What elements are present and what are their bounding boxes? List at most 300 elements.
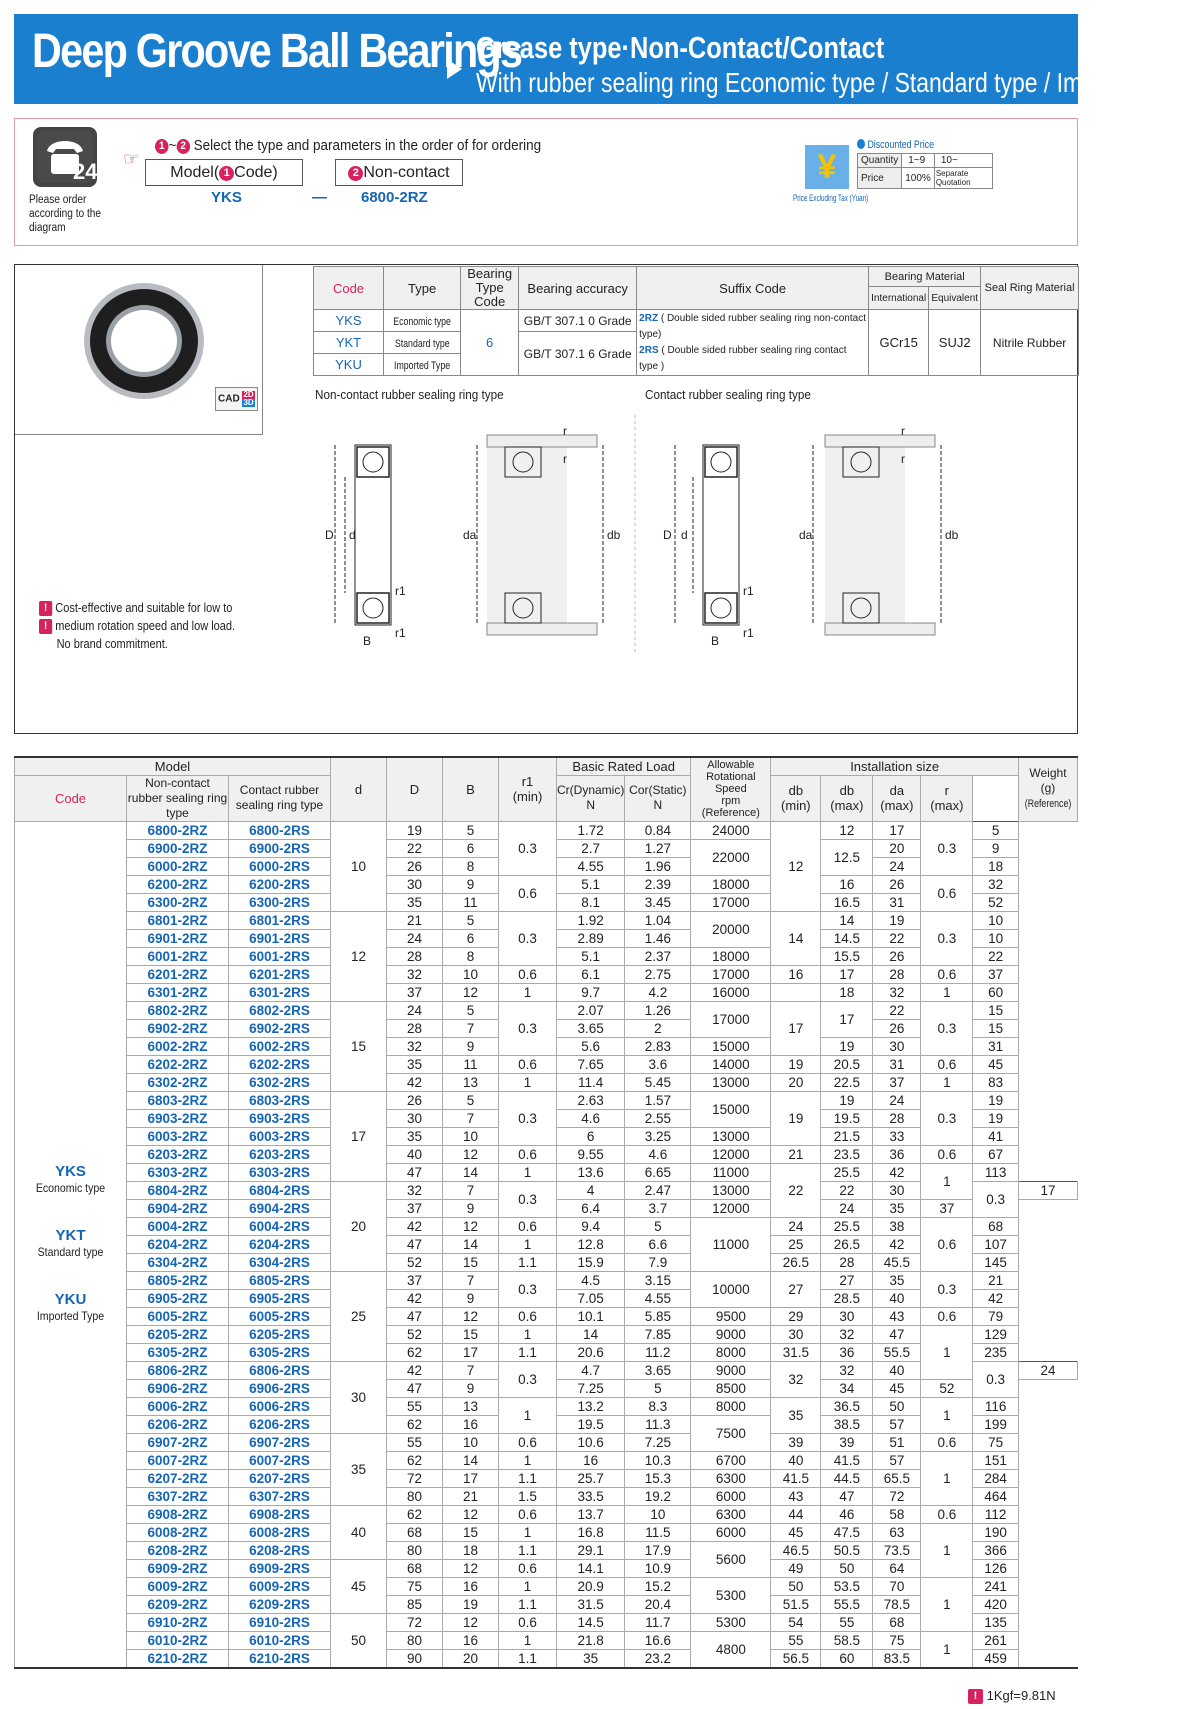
cr-dynamic: 2.7: [557, 839, 625, 857]
cr-dynamic: 20.6: [557, 1343, 625, 1361]
outer-D: 22: [387, 839, 443, 857]
cor-static: 6.6: [625, 1235, 691, 1253]
db-min: 56.5: [771, 1649, 821, 1668]
model-contact: 6304-2RS: [229, 1253, 331, 1271]
r1-min: 1.1: [499, 1541, 557, 1559]
model-noncontact: 6202-2RZ: [127, 1055, 229, 1073]
da-max: 47: [873, 1325, 921, 1343]
weight-g: 52: [921, 1379, 973, 1397]
outer-D: 85: [387, 1595, 443, 1613]
r-max: 0.6: [921, 965, 973, 983]
r1-min: 0.3: [499, 1001, 557, 1055]
db-min: 20: [771, 1073, 821, 1091]
db-max: 47: [821, 1487, 873, 1505]
table-row: [15, 1649, 1078, 1668]
r-max: 0.6: [921, 875, 973, 911]
cr-dynamic: 1.72: [557, 821, 625, 839]
db-min: 31.5: [771, 1343, 821, 1361]
cor-static: 3.65: [625, 1361, 691, 1379]
model-contact: 6908-2RS: [229, 1505, 331, 1523]
cor-static: 10.9: [625, 1559, 691, 1577]
model-noncontact: 6905-2RZ: [127, 1289, 229, 1307]
cr-dynamic: 29.1: [557, 1541, 625, 1559]
outer-D: 47: [387, 1379, 443, 1397]
outer-D: 62: [387, 1451, 443, 1469]
model-noncontact: 6208-2RZ: [127, 1541, 229, 1559]
da-max: 31: [873, 893, 921, 911]
label-D: D: [325, 528, 334, 542]
r1-min: 0.3: [499, 821, 557, 875]
db-max: 15.5: [821, 947, 873, 965]
db-min: 27: [771, 1271, 821, 1307]
cr-dynamic: 12.8: [557, 1235, 625, 1253]
outer-D: 28: [387, 947, 443, 965]
table-row: [15, 1631, 1078, 1649]
db-max: 16.5: [821, 893, 873, 911]
width-B: 7: [443, 1271, 499, 1289]
model-noncontact: 6902-2RZ: [127, 1019, 229, 1037]
r1-min: 1: [499, 1073, 557, 1091]
bore-d: 17: [331, 1091, 387, 1181]
outer-D: 80: [387, 1631, 443, 1649]
model-noncontact: 6006-2RZ: [127, 1397, 229, 1415]
table-row: [15, 1325, 1078, 1343]
table-row: [15, 1091, 1078, 1109]
model-noncontact: 6904-2RZ: [127, 1199, 229, 1217]
da-max: 63: [873, 1523, 921, 1541]
r1-min: 1.1: [499, 1469, 557, 1487]
table-row: [15, 1073, 1078, 1091]
model-contact: 6907-2RS: [229, 1433, 331, 1451]
db-max: 50: [821, 1559, 873, 1577]
noncontact-box: 2 Non-contact: [335, 159, 463, 186]
cor-static: 11.5: [625, 1523, 691, 1541]
r1-min: 0.6: [499, 1217, 557, 1235]
db-max: 46: [821, 1505, 873, 1523]
table-row: [15, 1001, 1078, 1019]
width-B: 9: [443, 1289, 499, 1307]
model-noncontact: 6802-2RZ: [127, 1001, 229, 1019]
weight-g: 126: [973, 1559, 1019, 1577]
speed-rpm: 11000: [691, 1163, 771, 1181]
cr-dynamic: 2.63: [557, 1091, 625, 1109]
svg-text:r: r: [901, 452, 905, 466]
width-B: 12: [443, 1145, 499, 1163]
width-B: 12: [443, 1559, 499, 1577]
da-max: 30: [873, 1037, 921, 1055]
label-da: da: [463, 528, 477, 542]
da-max: 73.5: [873, 1541, 921, 1559]
noncontact-section-diagram: [325, 445, 406, 648]
db-max: 36: [821, 1343, 873, 1361]
model-contact: 6804-2RS: [229, 1181, 331, 1199]
table-row: [15, 1433, 1078, 1451]
db-max: 28.5: [821, 1289, 873, 1307]
outer-D: 30: [387, 1109, 443, 1127]
weight-g: 10: [973, 911, 1019, 929]
width-B: 9: [443, 1037, 499, 1055]
width-B: 20: [443, 1649, 499, 1668]
model-noncontact: 6203-2RZ: [127, 1145, 229, 1163]
model-noncontact: 6301-2RZ: [127, 983, 229, 1001]
db-max: 20.5: [821, 1055, 873, 1073]
table-row: [15, 1235, 1078, 1253]
speed-rpm: 5300: [691, 1577, 771, 1613]
cad-badge[interactable]: CAD 2D 3D: [215, 387, 258, 411]
weight-g: 261: [973, 1631, 1019, 1649]
width-B: 14: [443, 1163, 499, 1181]
model-noncontact: 6204-2RZ: [127, 1235, 229, 1253]
cor-static: 7.85: [625, 1325, 691, 1343]
speed-rpm: 18000: [691, 947, 771, 965]
cr-dynamic: 2.07: [557, 1001, 625, 1019]
width-B: 10: [443, 965, 499, 983]
r1-min: 0.3: [499, 1181, 557, 1217]
svg-text:r: r: [563, 452, 567, 466]
step-2-icon: 2: [176, 139, 190, 154]
cor-static: 1.04: [625, 911, 691, 929]
db-min: 12: [771, 821, 821, 911]
bearing-photo: [79, 279, 209, 403]
speed-rpm: 14000: [691, 1055, 771, 1073]
db-max: 24: [821, 1199, 873, 1217]
cr-dynamic: 31.5: [557, 1595, 625, 1613]
notes: ! Cost-effective and suitable for low to ! medium rotation speed and low load. No brand commitment.: [39, 599, 235, 653]
db-max: 44.5: [821, 1469, 873, 1487]
outer-D: 32: [387, 1037, 443, 1055]
svg-text:B: B: [711, 634, 720, 648]
speed-rpm: 11000: [691, 1217, 771, 1271]
db-max: 30: [821, 1307, 873, 1325]
cr-dynamic: 15.9: [557, 1253, 625, 1271]
outer-D: 62: [387, 1343, 443, 1361]
width-B: 13: [443, 1073, 499, 1091]
diagram-right-title: Contact rubber sealing ring type: [645, 387, 811, 402]
model-contact: 6202-2RS: [229, 1055, 331, 1073]
db-min: 30: [771, 1325, 821, 1343]
r-max: 1: [921, 1397, 973, 1433]
weight-g: 145: [973, 1253, 1019, 1271]
weight-g: 83: [973, 1073, 1019, 1091]
speed-rpm: 6300: [691, 1505, 771, 1523]
outer-D: 35: [387, 1127, 443, 1145]
weight-g: 52: [973, 893, 1019, 911]
db-max: 21.5: [821, 1127, 873, 1145]
width-B: 10: [443, 1433, 499, 1451]
db-max: 26.5: [821, 1235, 873, 1253]
spec-table: Code Type Bearing Type Code Bearing accuracy Suffix Code Bearing Material Seal Ring Material International Equivalent YKS Economic type 6 GB/T 307.1 0 Grade 2RZ ( Double sided rubber sealing ring non-contact type) 2RS ( Double sided rubber sealing ring contact type ) GCr15 SUJ2 Nitrile Rubber YKT Standard type GB/T 307.1 6 Grade YKU Imported Type: [313, 266, 1079, 376]
table-row: [15, 1271, 1078, 1289]
db-min: 24: [771, 1217, 821, 1235]
model-noncontact: 6805-2RZ: [127, 1271, 229, 1289]
cr-dynamic: 20.9: [557, 1577, 625, 1595]
model-contact: 6200-2RS: [229, 875, 331, 893]
footnote: ! 1Kgf=9.81N: [968, 1688, 1056, 1704]
width-B: 15: [443, 1253, 499, 1271]
model-contact: 6008-2RS: [229, 1523, 331, 1541]
da-max: 26: [873, 1019, 921, 1037]
model-noncontact: 6304-2RZ: [127, 1253, 229, 1271]
db-max: 47.5: [821, 1523, 873, 1541]
model-contact: 6000-2RS: [229, 857, 331, 875]
model-contact: 6806-2RS: [229, 1361, 331, 1379]
width-B: 9: [443, 875, 499, 893]
db-min: 46.5: [771, 1541, 821, 1559]
r-max: 0.3: [973, 1361, 1019, 1397]
da-max: 42: [873, 1163, 921, 1181]
da-max: 35: [873, 1199, 921, 1217]
r1-min: 0.6: [499, 1559, 557, 1577]
db-max: 55: [821, 1613, 873, 1631]
db-min: 29: [771, 1307, 821, 1325]
model-contact: 6900-2RS: [229, 839, 331, 857]
weight-g: 79: [973, 1307, 1019, 1325]
db-max: 19: [821, 1091, 873, 1109]
da-max: 45: [873, 1379, 921, 1397]
da-max: 24: [873, 857, 921, 875]
db-max: 22: [821, 1181, 873, 1199]
model-noncontact: 6004-2RZ: [127, 1217, 229, 1235]
model-contact: 6905-2RS: [229, 1289, 331, 1307]
db-max: 58.5: [821, 1631, 873, 1649]
cor-static: 1.27: [625, 839, 691, 857]
bore-d: 40: [331, 1505, 387, 1559]
db-min: 22: [771, 1163, 821, 1217]
bore-d: 10: [331, 821, 387, 911]
weight-g: 135: [973, 1613, 1019, 1631]
r1-min: 0.6: [499, 1145, 557, 1163]
width-B: 11: [443, 1055, 499, 1073]
weight-g: 31: [973, 1037, 1019, 1055]
da-max: 30: [873, 1181, 921, 1199]
db-min: 44: [771, 1505, 821, 1523]
label-db: db: [607, 528, 621, 542]
db-min: 40: [771, 1451, 821, 1469]
da-max: 26: [873, 947, 921, 965]
weight-g: 22: [973, 947, 1019, 965]
cor-static: 5: [625, 1379, 691, 1397]
width-B: 16: [443, 1631, 499, 1649]
width-B: 12: [443, 1307, 499, 1325]
cor-static: 10: [625, 1505, 691, 1523]
outer-D: 75: [387, 1577, 443, 1595]
model-contact: 6303-2RS: [229, 1163, 331, 1181]
model-noncontact: 6903-2RZ: [127, 1109, 229, 1127]
weight-g: 21: [973, 1271, 1019, 1289]
weight-g: 32: [973, 875, 1019, 893]
db-max: 19: [821, 1037, 873, 1055]
bore-d: 25: [331, 1271, 387, 1361]
r1-min: 0.3: [499, 1091, 557, 1145]
r-max: 1: [921, 1523, 973, 1577]
r1-min: 1.1: [499, 1253, 557, 1271]
cr-dynamic: 3.65: [557, 1019, 625, 1037]
width-B: 8: [443, 947, 499, 965]
db-max: 53.5: [821, 1577, 873, 1595]
db-min: [771, 983, 821, 1001]
da-max: 37: [873, 1073, 921, 1091]
speed-rpm: 9000: [691, 1325, 771, 1343]
r1-min: 0.6: [499, 1505, 557, 1523]
speed-rpm: 9500: [691, 1307, 771, 1325]
weight-g: 129: [973, 1325, 1019, 1343]
cr-dynamic: 4.7: [557, 1361, 625, 1379]
table-row: [15, 1451, 1078, 1469]
example-dash: —: [312, 189, 327, 206]
width-B: 15: [443, 1325, 499, 1343]
cr-dynamic: 21.8: [557, 1631, 625, 1649]
price-note: Price Excluding Tax (Yuan): [793, 193, 869, 203]
cor-static: 6.65: [625, 1163, 691, 1181]
db-max: 12.5: [821, 839, 873, 875]
width-B: 7: [443, 1361, 499, 1379]
cor-static: 7.9: [625, 1253, 691, 1271]
weight-g: 459: [973, 1649, 1019, 1668]
outer-D: 68: [387, 1559, 443, 1577]
r1-min: 1: [499, 1235, 557, 1253]
cor-static: 23.2: [625, 1649, 691, 1668]
bore-d: 15: [331, 1001, 387, 1091]
cor-static: 4.55: [625, 1289, 691, 1307]
width-B: 17: [443, 1469, 499, 1487]
model-noncontact: 6009-2RZ: [127, 1577, 229, 1595]
weight-g: 37: [921, 1199, 973, 1217]
width-B: 5: [443, 821, 499, 839]
table-row: [15, 1397, 1078, 1415]
model-contact: 6201-2RS: [229, 965, 331, 983]
weight-g: 68: [973, 1217, 1019, 1235]
cr-dynamic: 10.1: [557, 1307, 625, 1325]
svg-text:r1: r1: [743, 584, 754, 598]
model-noncontact: 6302-2RZ: [127, 1073, 229, 1091]
table-row: [15, 1505, 1078, 1523]
label-r1: r1: [395, 584, 406, 598]
db-min: 21: [771, 1145, 821, 1163]
model-contact: 6001-2RS: [229, 947, 331, 965]
da-max: 20: [873, 839, 921, 857]
weight-g: 41: [973, 1127, 1019, 1145]
r1-min: 1: [499, 1325, 557, 1343]
speed-rpm: 16000: [691, 983, 771, 1001]
db-max: 17: [821, 1001, 873, 1037]
db-max: 25.5: [821, 1217, 873, 1235]
model-contact: 6208-2RS: [229, 1541, 331, 1559]
width-B: 16: [443, 1415, 499, 1433]
svg-text:r1: r1: [395, 626, 406, 640]
cor-static: 3.25: [625, 1127, 691, 1145]
r1-min: 0.6: [499, 1433, 557, 1451]
cr-dynamic: 4.55: [557, 857, 625, 875]
bearing-table: Model d D B r1 (min) Basic Rated Load Allowable Rotational Speed rpm (Reference) Installation size Weight (g) (Reference) Code Non-contact rubber sealing ring type Contact rubber sealing ring type Cr(Dynamic) N Cor(Static) N db (min) db (max) da (max) r (max) YKS Economic type YKT Standard type YKU Imported Type 6800-2RZ 6800-2RS 10 19 5 0.3 1.72 0.84 24000 12 12 17 0.3 5 6900-2RZ 6900-2RS 22 6 2.7 1.27 22000 12.5 20 9 6000-2RZ 6000-2RS 26 8 4.55 1.96 24 18 6200-2RZ 6200-2RS 30 9 0.6 5.1 2.39 18000 16 26 0.6 32 6300-2RZ 6300-2RS 35 11 8.1 3.45 17000 16.5 31 52 6801-2RZ 6801-2RS 12 21 5 0.3 1.92 1.04 20000 14 14 19 0.3 10 6901-2RZ 6901-2RS 24 6 2.89 1.46 14.5 22 10 6001-2RZ 6001-2RS 28 8 5.1 2.37 18000 15.5 26 22 6201-2RZ 6201-2RS 32 10 0.6 6.1 2.75 17000 16 17 28 0.6 37 6301-2RZ 6301-2RS 37 12 1 9.7 4.2 16000 18 32 1 60 6802-2RZ 6802-2RS 15 24 5 0.3 2.07 1.26 17000 17 17 22 0.3 15 6902-2RZ 6902-2RS 28 7 3.65 2 26 15 6002-2RZ 6002-2RS 32 9 5.6 2.83 15000 19 30 31 6202-2RZ 6202-2RS 35 11 0.6 7.65 3.6 14000 19 20.5 31 0.6 45 6302-2RZ 6302-2RS 42 13 1 11.4 5.45 13000 20 22.5 37 1 83 6803-2RZ 6803-2RS 17 26 5 0.3 2.63 1.57 15000 19 19 24 0.3 19 6903-2RZ 6903-2RS 30 7 4.6 2.55 19.5 28 19 6003-2RZ 6003-2RS 35 10 6 3.25 13000 21.5 33 41 6203-2RZ 6203-2RS 40 12 0.6 9.55 4.6 12000 21 23.5 36 0.6 67 6303-2RZ 6303-2RS 47 14 1 13.6 6.65 11000 22 25.5 42 1 113 6804-2RZ 6804-2RS 20 32 7 0.3 4 2.47 13000 22 30 0.3 17 6904-2RZ 6904-2RS 37 9 6.4 3.7 12000 24 35 37 6004-2RZ 6004-2RS 42 12 0.6 9.4 5 11000 24 25.5 38 0.6 68 6204-2RZ 6204-2RS 47 14 1 12.8 6.6 25 26.5 42 107 6304-2RZ 6304-2RS 52 15 1.1 15.9 7.9 26.5 28 45.5 145 6805-2RZ 6805-2RS 25 37 7 0.3 4.5 3.15 10000 27 27 35 0.3 21 6905-2RZ 6905-2RS 42 9 7.05 4.55 28.5 40 42 6005-2RZ 6005-2RS 47 12 0.6 10.1 5.85 9500 29 30 43 0.6 79 6205-2RZ 6205-2RS 52 15 1 14 7.85 9000 30 32 47 1 129 6305-2RZ 6305-2RS 62 17 1.1 20.6 11.2 8000 31.5 36 55.5 235 6806-2RZ 6806-2RS 30 42 7 0.3 4.7 3.65 9000 32 32 40 0.3 24 6906-2RZ 6906-2RS 47 9 7.25 5 8500 34 45 52 6006-2RZ 6006-2RS 55 13 1 13.2 8.3 8000 35 36.5 50 1 116 6206-2RZ 6206-2RS 62 16 19.5 11.3 7500 38.5 57 199 6907-2RZ 6907-2RS 35 55 10 0.6 10.6 7.25 39 39 51 0.6 75 6007-2RZ 6007-2RS 62 14 1 16 10.3 6700 40 41.5 57 1 151 6207-2RZ 6207-2RS 72 17 1.1 25.7 15.3 6300 41.5 44.5 65.5 284 6307-2RZ 6307-2RS 80 21 1.5 33.5 19.2 6000 43 47 72 464 6908-2RZ 6908-2RS 40 62 12 0.6 13.7 10 6300 44 46 58 0.6 112 6008-2RZ 6008-2RS 68 15 1 16.8 11.5 6000 45 47.5 63 1 190 6208-2RZ 6208-2RS 80 18 1.1 29.1 17.9 5600 46.5 50.5 73.5 366 6909-2RZ 6909-2RS 45 68 12 0.6 14.1 10.9 49 50 64 126 6009-2RZ 6009-2RS 75 16 1 20.9 15.2 5300 50 53.5 70 1 241 6209-2RZ 6209-2RS 85 19 1.1 31.5 20.4 51.5 55.5 78.5 420 6910-2RZ 6910-2RS 50 72 12 0.6 14.5 11.7 5300 54 55 68 135 6010-2RZ 6010-2RS 80 16 1 21.8 16.6 4800 55 58.5 75 1 261 6210-2RZ 6210-2RS 90 20 1.1 35 23.2 56.5 60 83.5 459: [14, 756, 1078, 1669]
cr-dynamic: 14.1: [557, 1559, 625, 1577]
width-B: 10: [443, 1127, 499, 1145]
r1-min: 0.3: [499, 1361, 557, 1397]
page-header: [14, 14, 1203, 104]
cor-static: 5.85: [625, 1307, 691, 1325]
db-max: 32: [821, 1361, 873, 1379]
r1-min: 1: [499, 1163, 557, 1181]
table-row: [15, 1559, 1078, 1577]
speed-rpm: 15000: [691, 1091, 771, 1127]
table-row: [15, 1487, 1078, 1505]
r1-min: 1: [499, 1523, 557, 1541]
r1-min: 0.3: [499, 1271, 557, 1307]
table-row: [15, 1523, 1078, 1541]
cor-static: 5: [625, 1217, 691, 1235]
model-noncontact: 6804-2RZ: [127, 1181, 229, 1199]
width-B: 19: [443, 1595, 499, 1613]
db-min: 14: [771, 911, 821, 965]
width-B: 7: [443, 1019, 499, 1037]
model-noncontact: 6900-2RZ: [127, 839, 229, 857]
db-min: 51.5: [771, 1595, 821, 1613]
table-row: [15, 1217, 1078, 1235]
cor-static: 2.75: [625, 965, 691, 983]
speed-rpm: 6000: [691, 1523, 771, 1541]
cr-dynamic: 4.5: [557, 1271, 625, 1289]
model-noncontact: 6206-2RZ: [127, 1415, 229, 1433]
model-noncontact: 6305-2RZ: [127, 1343, 229, 1361]
outer-D: 35: [387, 1055, 443, 1073]
cor-static: 3.7: [625, 1199, 691, 1217]
pointing-hand-icon: ☞: [123, 149, 140, 169]
db-max: 14: [821, 911, 873, 929]
cor-static: 2.83: [625, 1037, 691, 1055]
contact-section-diagram: [663, 445, 754, 648]
cor-static: 11.3: [625, 1415, 691, 1433]
outer-D: 55: [387, 1433, 443, 1451]
cor-static: 3.45: [625, 893, 691, 911]
model-contact: 6206-2RS: [229, 1415, 331, 1433]
cor-static: 0.84: [625, 821, 691, 839]
weight-g: 67: [973, 1145, 1019, 1163]
cor-static: 2.39: [625, 875, 691, 893]
bore-d: 35: [331, 1433, 387, 1505]
width-B: 7: [443, 1109, 499, 1127]
model-contact: 6906-2RS: [229, 1379, 331, 1397]
r-max: 0.3: [921, 1271, 973, 1307]
weight-g: 17: [1018, 1181, 1077, 1199]
da-max: 24: [873, 1091, 921, 1109]
weight-g: 60: [973, 983, 1019, 1001]
table-row: [15, 1577, 1078, 1595]
r-max: 0.6: [921, 1055, 973, 1073]
cor-static: 3.6: [625, 1055, 691, 1073]
weight-g: 15: [973, 1001, 1019, 1019]
width-B: 8: [443, 857, 499, 875]
speed-rpm: 22000: [691, 839, 771, 875]
bore-d: 20: [331, 1181, 387, 1271]
model-noncontact: 6806-2RZ: [127, 1361, 229, 1379]
cor-static: 7.25: [625, 1433, 691, 1451]
table-row: [15, 1595, 1078, 1613]
outer-D: 37: [387, 1271, 443, 1289]
example-code: YKS: [211, 189, 242, 206]
da-max: 32: [873, 983, 921, 1001]
model-noncontact: 6800-2RZ: [127, 821, 229, 839]
da-max: 78.5: [873, 1595, 921, 1613]
order-section: [14, 118, 1078, 246]
model-noncontact: 6307-2RZ: [127, 1487, 229, 1505]
r-max: 0.3: [921, 1001, 973, 1055]
weight-g: 366: [973, 1541, 1019, 1559]
price-table: Quantity 1~9 10~ Price 100% Separate Quotation: [857, 153, 993, 189]
db-min: 19: [771, 1055, 821, 1073]
model-contact: 6903-2RS: [229, 1109, 331, 1127]
cor-static: 19.2: [625, 1487, 691, 1505]
db-min: 17: [771, 1001, 821, 1055]
weight-g: 42: [973, 1289, 1019, 1307]
